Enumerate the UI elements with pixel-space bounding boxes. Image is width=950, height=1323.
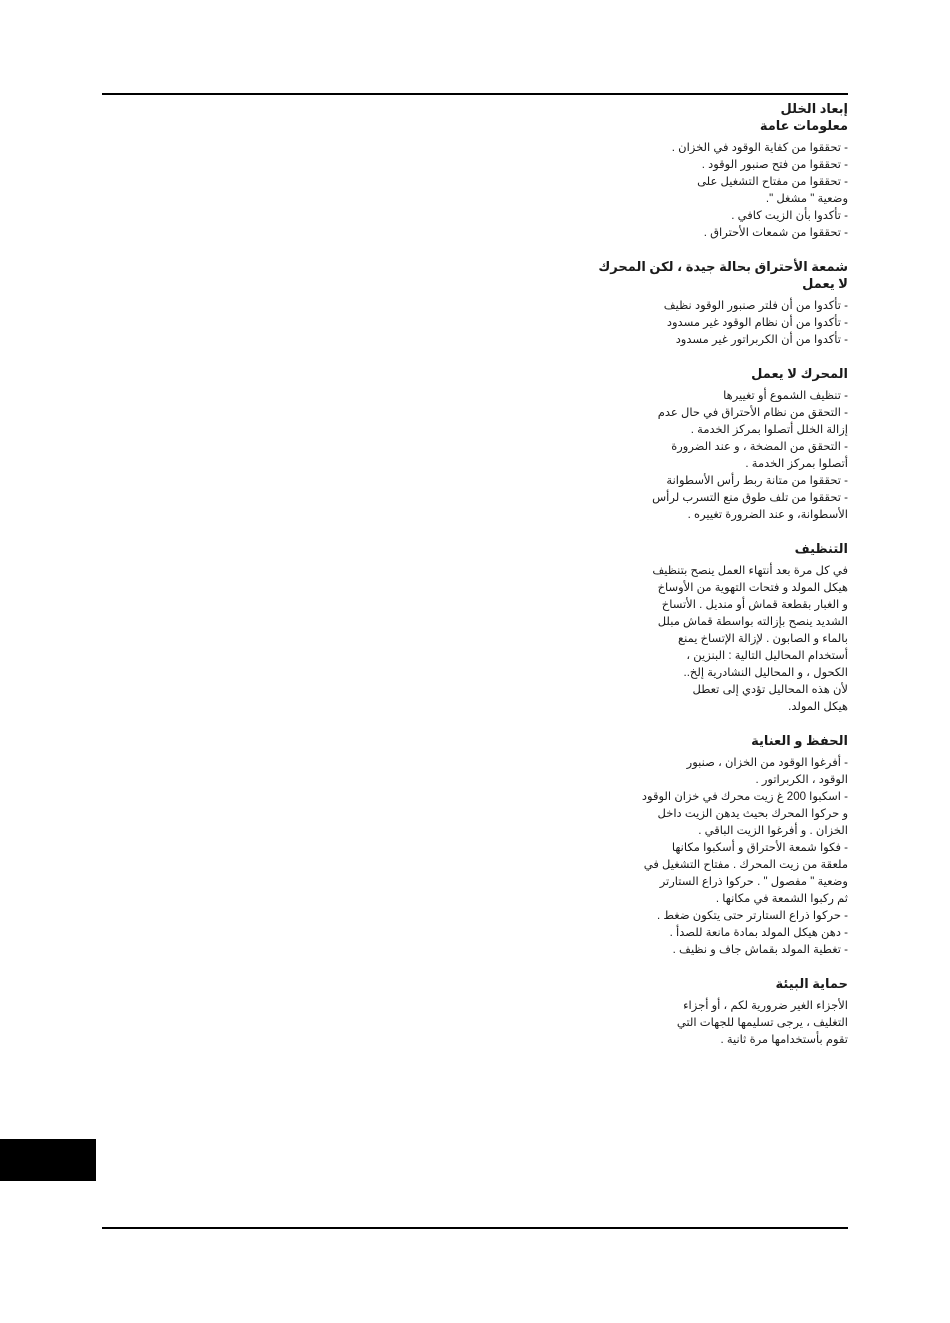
body-line: الخزان . و أفرغوا الزيت الباقي .: [698, 825, 848, 837]
body-line: - تحققوا من تلف طوق منع التسرب لرأس: [652, 492, 848, 504]
page-title: إبعاد الخلل: [780, 101, 848, 116]
body-line: أتصلوا بمركز الخدمة .: [745, 458, 848, 470]
section-body: [548, 755, 848, 959]
body-line: - تحققوا من متانة ربط رأس الأسطوانة: [666, 475, 848, 487]
section-4: [548, 540, 848, 716]
section-2: [548, 258, 848, 349]
body-line: التغليف ، يرجى تسليمها للجهات التي: [676, 1017, 848, 1029]
body-line: - تحققوا من كفاية الوقود في الخزان .: [671, 142, 848, 154]
section-heading: لا يعمل: [802, 276, 848, 291]
body-line: - فكوا شمعة الأحتراق و أسكبوا مكانها: [671, 842, 848, 854]
body-line: هيكل المولد.: [788, 701, 848, 713]
content-column: [548, 100, 848, 1065]
section-heading: التنظيف: [794, 541, 848, 556]
section-5: [548, 732, 848, 959]
body-line: ملعقة من زيت المحرك . مفتاح التشغيل في: [643, 859, 848, 871]
section-heading: شمعة الأحتراق بحالة جيدة ، لكن المحرك: [598, 259, 848, 274]
body-line: أستخدام المحاليل التالية : البنزين ،: [686, 650, 848, 662]
section-1: [548, 117, 848, 242]
body-line: الأسطوانة، و عند الضرورة تغييره .: [687, 509, 848, 521]
body-line: - تأكدوا من أن نظام الوقود غير مسدود: [666, 317, 848, 329]
body-line: - تحققوا من فتح صنبور الوقود .: [701, 159, 848, 171]
body-line: - تأكدوا من أن فلتر صنبور الوقود نظيف: [663, 300, 848, 312]
section-body: [548, 998, 848, 1049]
body-line: في كل مرة بعد أنتهاء العمل ينصح بتنظيف: [652, 565, 848, 577]
body-line: و الغبار بقطعة قماش أو منديل . الأتساخ: [661, 599, 848, 611]
body-line: - التحقق من المضخة ، و عند الضرورة: [671, 441, 848, 453]
body-line: و حركوا المحرك بحيث يدهن الزيت داخل: [657, 808, 848, 820]
body-line: - تأكدوا من أن الكربراتور غير مسدود: [675, 334, 848, 346]
section-body: [548, 140, 848, 242]
top-rule: [102, 93, 848, 95]
section-body: [548, 388, 848, 524]
section-heading: حماية البيئة: [775, 976, 848, 991]
body-line: هيكل المولد و فتحات التهوية من الأوساخ: [657, 582, 848, 594]
body-line: إزالة الخلل أتصلوا بمركز الخدمة .: [690, 424, 848, 436]
section-body: [548, 298, 848, 349]
body-line: - دهن هيكل المولد بمادة مانعة للصدأ .: [669, 927, 848, 939]
body-line: - اسكبوا 200 غ زيت محرك في خزان الوقود: [641, 791, 848, 803]
body-line: بالماء و الصابون . لإزالة الإتساخ يمنع: [677, 633, 848, 645]
body-line: - تغطية المولد بقماش جاف و نظيف .: [672, 944, 848, 956]
body-line: وضعية " مشغل ".: [765, 193, 848, 205]
body-line: الكحول ، و المحاليل النشادرية إلخ..: [683, 667, 848, 679]
body-line: الأجزاء الغير ضرورية لكم ، أو أجزاء: [683, 1000, 848, 1012]
body-line: وضعية " مفصول " . حركوا ذراع الستارتر: [659, 876, 848, 888]
body-line: تقوم بأستخدامها مرة ثانية .: [720, 1034, 848, 1046]
section-3: [548, 365, 848, 524]
page-side-tab: [0, 1139, 96, 1181]
section-heading: المحرك لا يعمل: [751, 366, 848, 381]
body-line: - أفرغوا الوقود من الخزان ، صنبور: [686, 757, 848, 769]
body-line: - حركوا ذراع الستارتر حتى يتكون ضغط .: [656, 910, 848, 922]
body-line: - تحققوا من مفتاح التشغيل على: [697, 176, 848, 188]
body-line: - تأكدوا بأن الزيت كافي .: [731, 210, 848, 222]
body-line: الشديد ينصح بإزالته بواسطة قماش مبلل: [657, 616, 848, 628]
body-line: - تنظيف الشموع أو تغييرها: [723, 390, 848, 402]
body-line: - التحقق من نظام الأحتراق في حال عدم: [657, 407, 848, 419]
body-line: - تحققوا من شمعات الأحتراق .: [703, 227, 848, 239]
body-line: ثم ركبوا الشمعة في مكانها .: [715, 893, 848, 905]
section-6: [548, 975, 848, 1049]
bottom-rule: [102, 1227, 848, 1229]
section-heading: معلومات عامة: [759, 118, 848, 133]
section-heading: الحفظ و العناية: [751, 733, 848, 748]
body-line: الوقود ، الكربراتور .: [755, 774, 848, 786]
body-line: لأن هذه المحاليل تؤدي إلى تعطل: [692, 684, 848, 696]
sections: [548, 117, 848, 1049]
section-body: [548, 563, 848, 716]
